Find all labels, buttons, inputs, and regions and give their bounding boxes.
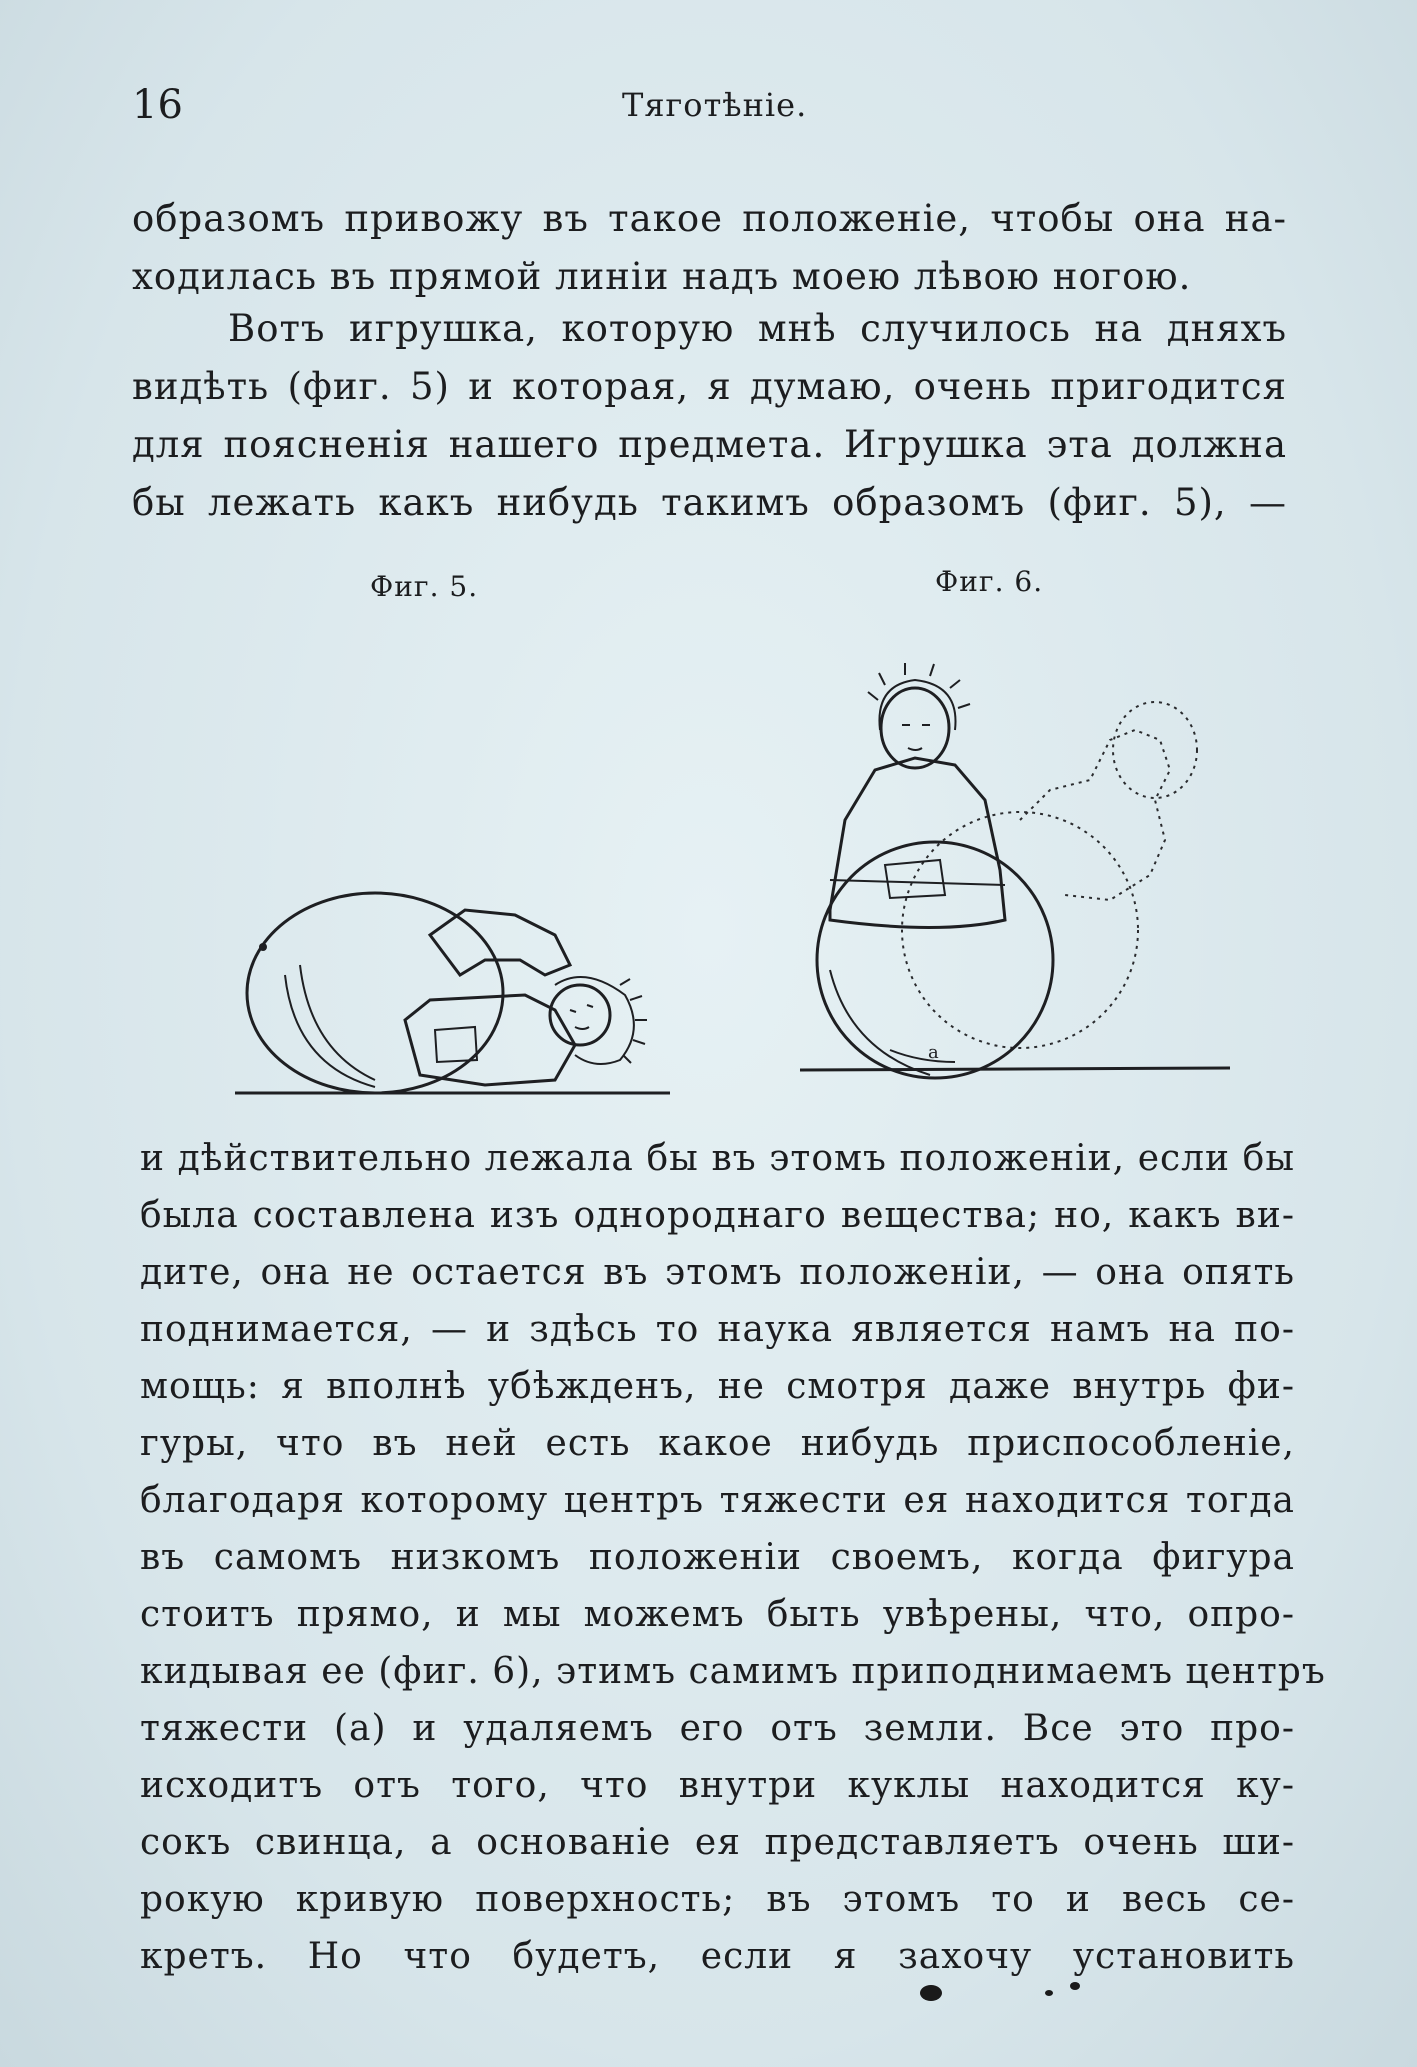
figure-6-caption: Фиг. 6.	[935, 565, 1044, 598]
text-line: стоитъ прямо, и мы можемъ быть увѣрены, что, опро-	[140, 1594, 1295, 1635]
text-line: рокую кривую поверхность; въ этомъ то и весь се-	[140, 1879, 1295, 1920]
doll-arm	[430, 910, 570, 975]
doll-face	[570, 1005, 593, 1029]
page-number: 16	[132, 82, 183, 128]
tipped-doll-head	[1113, 702, 1197, 798]
text-line: видѣть (фиг. 5) и которая, я думаю, очень пригодится	[132, 365, 1287, 408]
text-line: гуры, что въ ней есть какое нибудь приспособленіе,	[140, 1423, 1295, 1464]
text-line: для поясненія нашего предмета. Игрушка эта должна	[132, 423, 1287, 466]
ground-line	[800, 1068, 1230, 1070]
doll-muff	[885, 860, 945, 898]
paragraph-1	[132, 190, 1287, 306]
text-line: бы лежать какъ нибудь такимъ образомъ (фиг. 5), —	[132, 481, 1287, 524]
text-line: тяжести (а) и удаляемъ его отъ земли. Все это про-	[140, 1708, 1295, 1749]
text-line: ходилась въ прямой линіи надъ моею лѣвою ногою.	[132, 255, 1192, 298]
weight-mark	[890, 1050, 955, 1062]
text-line: исходитъ отъ того, что внутри куклы находится ку-	[140, 1765, 1295, 1806]
figure-5-caption: Фиг. 5.	[370, 570, 479, 603]
toy-lying-illustration	[225, 855, 675, 1105]
ball-shading	[300, 965, 375, 1080]
text-line: сокъ свинца, а основаніе ея представляетъ очень ши-	[140, 1822, 1295, 1863]
text-line: кретъ. Но что будетъ, если я захочу установить	[140, 1936, 1295, 1977]
ink-blot	[920, 1985, 942, 2001]
center-of-gravity-label: a	[928, 1042, 939, 1063]
paragraph-3	[140, 1130, 1326, 1985]
coat-hem	[830, 880, 1005, 885]
text-line: въ самомъ низкомъ положеніи своемъ, когда фигура	[140, 1537, 1295, 1578]
text-line: благодаря которому центръ тяжести ея находится тогда	[140, 1480, 1295, 1521]
text-line: была составлена изъ однороднаго вещества; но, какъ ви-	[140, 1195, 1295, 1236]
tipped-ball-outline	[902, 812, 1138, 1048]
ink-blot	[1045, 1990, 1053, 1996]
toy-standing-and-tipped-illustration	[790, 670, 1240, 1090]
doll-muff	[435, 1027, 477, 1062]
page-header	[132, 82, 1292, 142]
ink-blot	[1070, 1982, 1080, 1990]
text-line: и дѣйствительно лежала бы въ этомъ положеніи, если бы	[140, 1138, 1295, 1179]
text-line: Вотъ игрушка, которую мнѣ случилось на дняхъ	[228, 307, 1287, 350]
ball-shading	[285, 975, 375, 1087]
ball-mark	[259, 943, 267, 951]
toy-ball-base	[247, 893, 503, 1093]
text-line: мощь: я вполнѣ убѣжденъ, не смотря даже внутрь фи-	[140, 1366, 1295, 1407]
doll-head	[881, 688, 949, 768]
paragraph-2	[132, 300, 1287, 532]
text-line: образомъ привожу въ такое положеніе, чтобы она на-	[132, 197, 1287, 240]
doll-face	[902, 725, 930, 750]
running-title: Тяготѣніе.	[622, 86, 808, 124]
text-line: поднимается, — и здѣсь то наука является намъ на по-	[140, 1309, 1295, 1350]
text-line: кидывая ее (фиг. 6), этимъ самимъ приподнимаемъ центръ	[140, 1651, 1326, 1692]
text-line: дите, она не остается въ этомъ положеніи, — она опять	[140, 1252, 1295, 1293]
